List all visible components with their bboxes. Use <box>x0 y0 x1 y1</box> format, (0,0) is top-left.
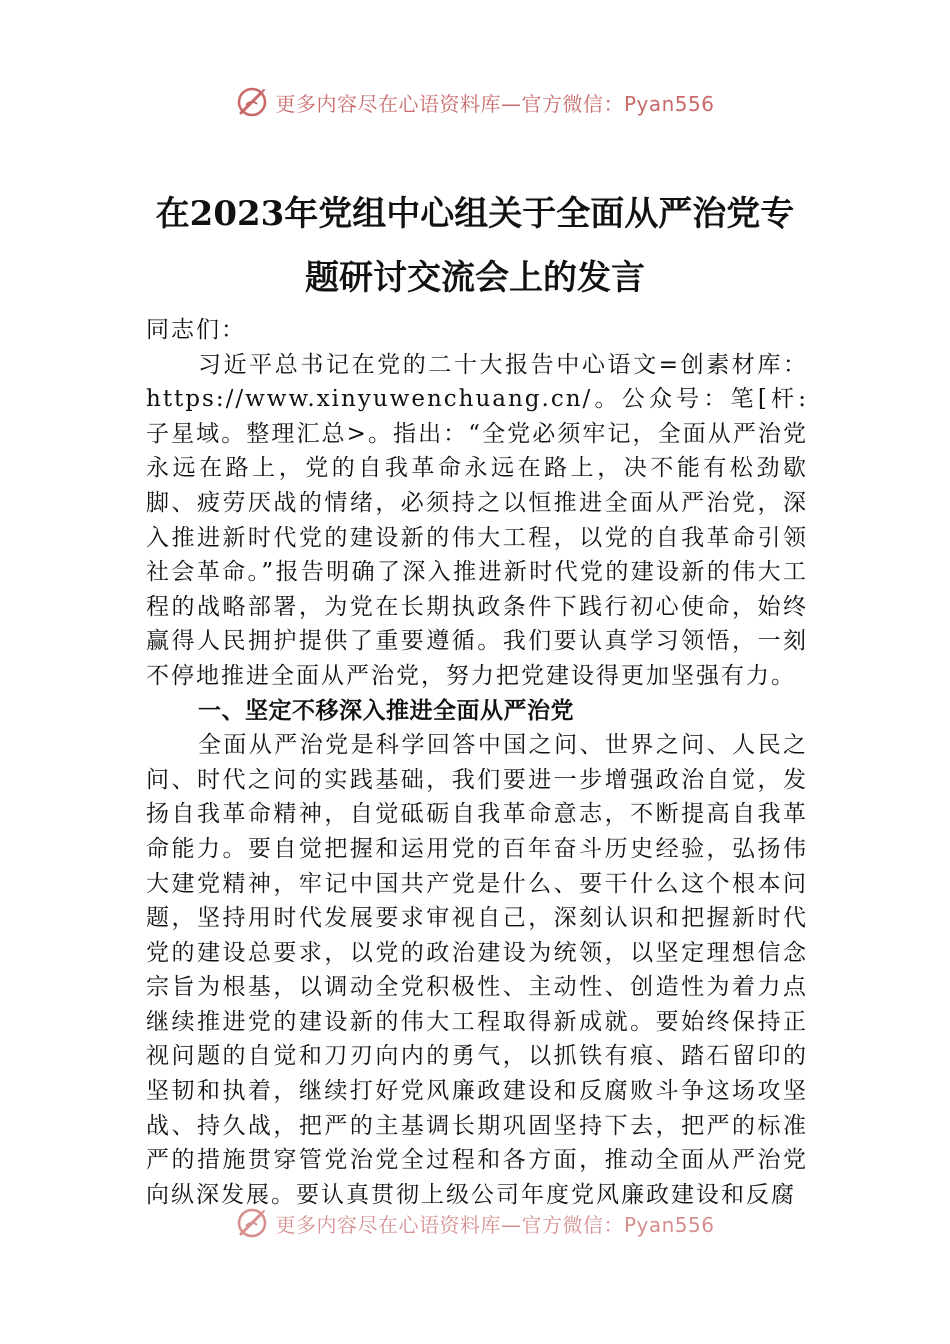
logo-icon <box>235 85 269 119</box>
title-line-1: 在2023年党组中心组关于全面从严治党专 <box>155 194 795 234</box>
salutation: 同志们： <box>146 317 246 343</box>
document-body <box>146 313 808 1212</box>
title-line-2: 题研讨交流会上的发言 <box>305 258 645 298</box>
watermark-text: 更多内容尽在心语资料库—官方微信：Pyan556 <box>275 91 715 116</box>
logo-icon <box>235 1206 269 1240</box>
watermark-text: 更多内容尽在心语资料库—官方微信：Pyan556 <box>275 1212 715 1237</box>
document-title <box>140 182 810 310</box>
section-heading: 一、坚定不移深入推进全面从严治党 <box>198 697 574 724</box>
watermark-footer <box>0 1203 950 1243</box>
watermark-header <box>0 82 950 122</box>
paragraph: 习近平总书记在党的二十大报告中心语文=创素材库：https://www.xinyuwenchuang.cn/。公众号：笔[杆:子星域。整理汇总>。指出：“全党必须牢记，全面从严治党永远在路上，党的自我革命永远在路上，决不能有松劲歇脚、疲劳厌战的情绪，必须持之以恒推进全面从严治党，深入推进新时代党的建设新的伟大工程，以党的自我革命引领社会革命。”报告明确了深入推进新时代党的建设新的伟大工程的战略部署，为党在长期执政条件下践行初心使命，始终赢得人民拥护提供了重要遵循。我们要认真学习领悟，一刻不停地推进全面从严治党，努力把党建设得更加坚强有力。 <box>146 351 808 689</box>
paragraph: 全面从严治党是科学回答中国之问、世界之问、人民之问、时代之问的实践基础，我们要进一步增强政治自觉，发扬自我革命精神，自觉砥砺自我革命意志，不断提高自我革命能力。要自觉把握和运用党的百年奋斗历史经验，弘扬伟大建党精神，牢记中国共产党是什么、要干什么这个根本问题，坚持用时代发展要求审视自己，深刻认识和把握新时代党的建设总要求，以党的政治建设为统领，以坚定理想信念宗旨为根基，以调动全党积极性、主动性、创造性为着力点继续推进党的建设新的伟大工程取得新成就。要始终保持正视问题的自觉和刀刃向内的勇气，以抓铁有痕、踏石留印的坚韧和执着，继续打好党风廉政建设和反腐败斗争这场攻坚战、持久战，把严的主基调长期巩固坚持下去，把严的标准严的措施贯穿管党治党全过程和各方面，推动全面从严治党向纵深发展。要认真贯彻上级公司年度党风廉政建设和反腐 <box>146 732 808 1208</box>
